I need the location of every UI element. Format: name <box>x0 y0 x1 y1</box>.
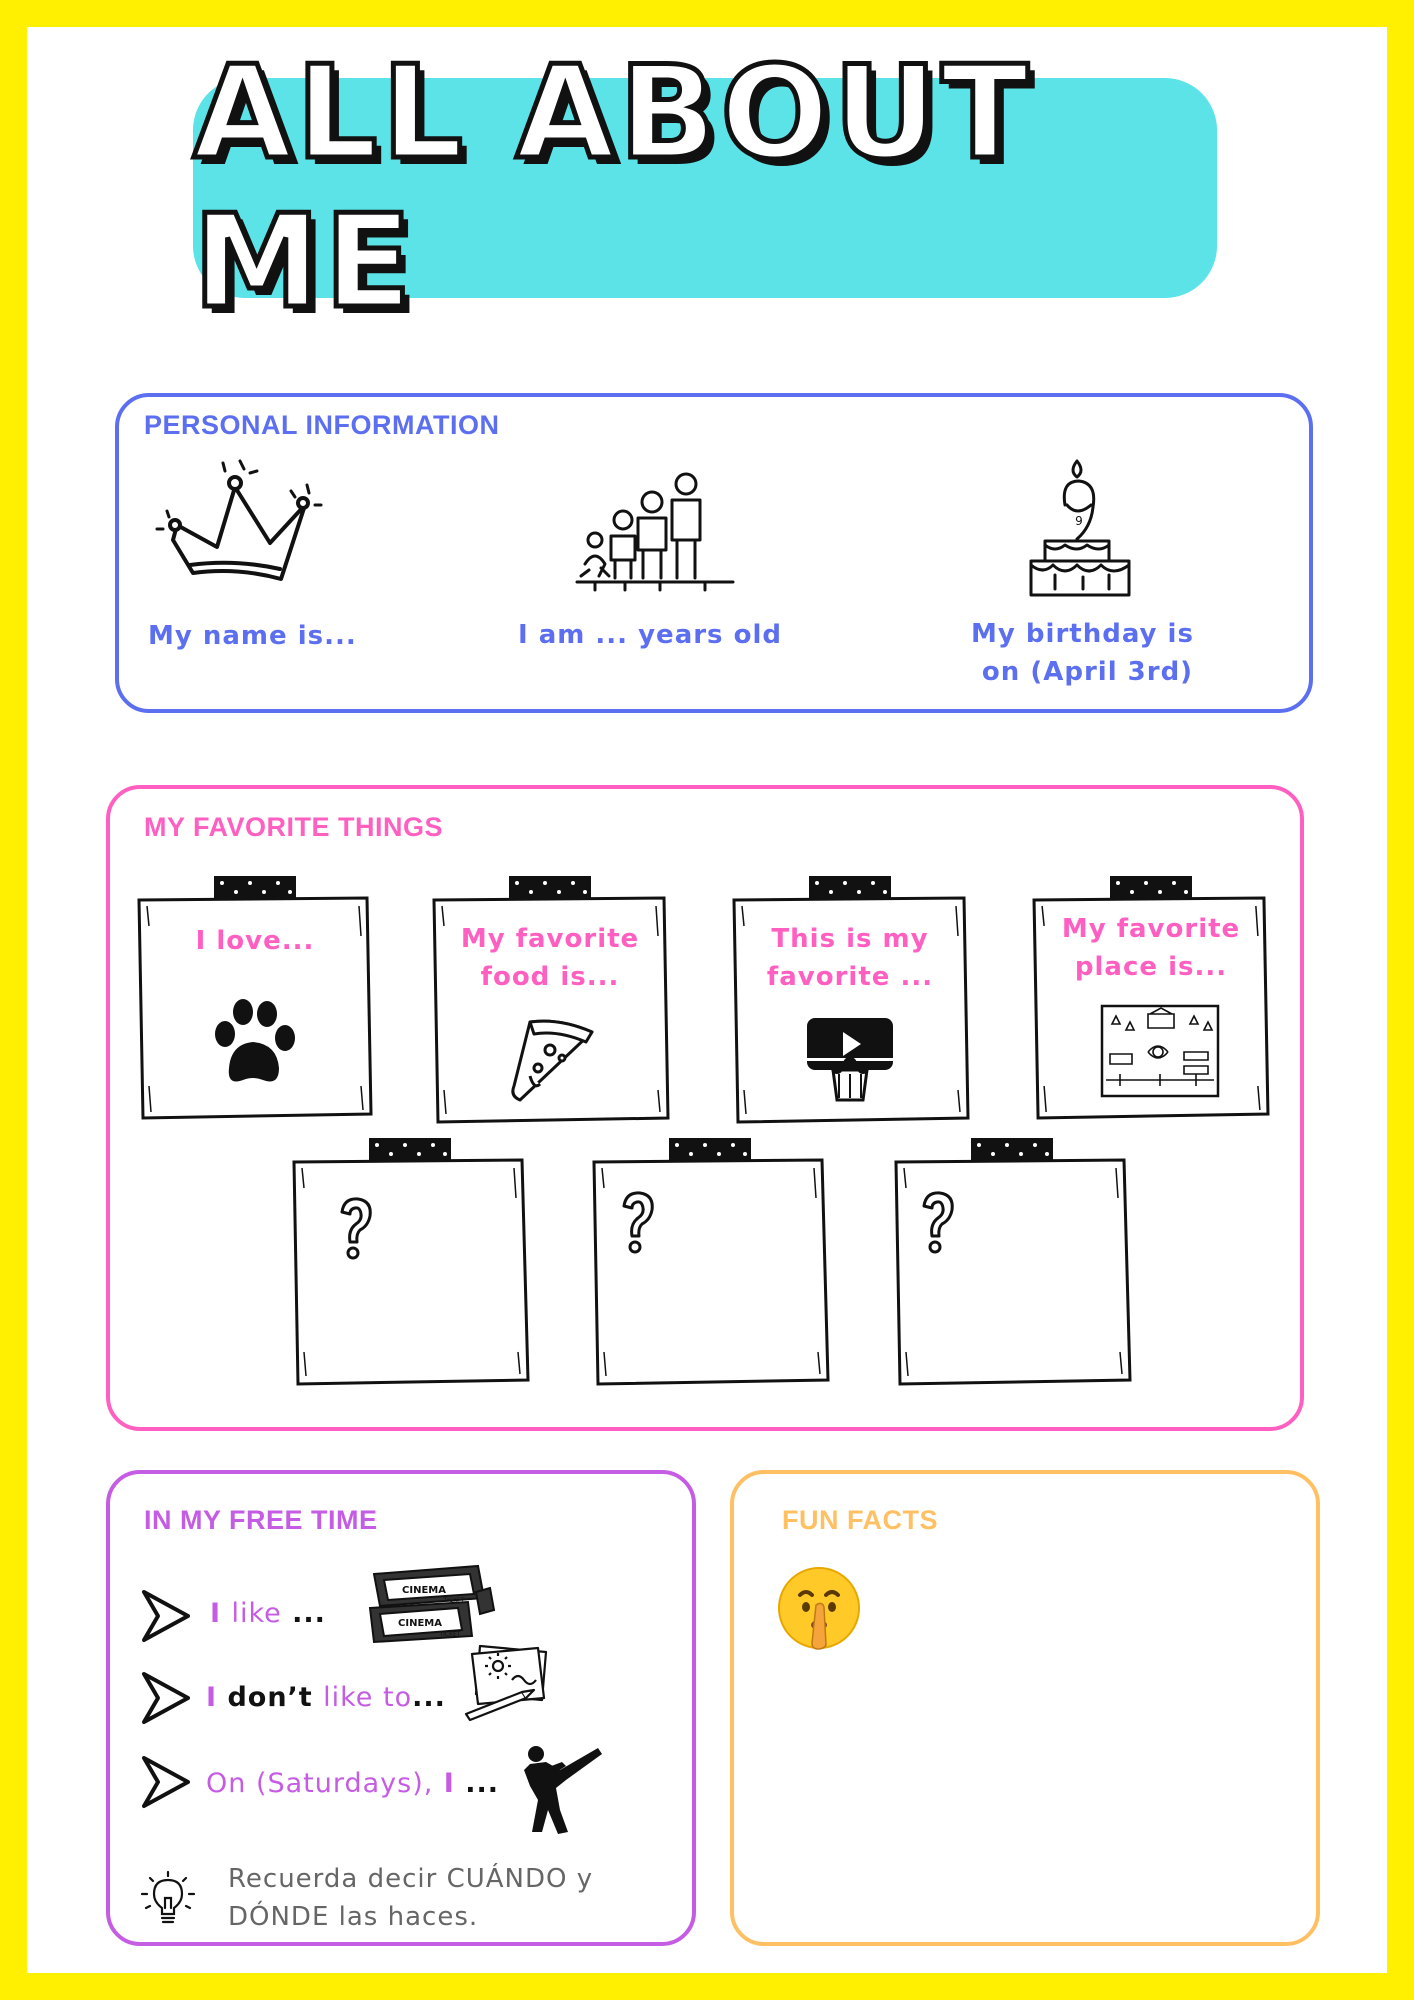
free-time-row-2 <box>206 1682 446 1713</box>
ticket-text-1: CINEMA <box>402 1585 446 1596</box>
cake-number-text: 9 <box>1075 514 1083 528</box>
washi-tape <box>214 876 296 900</box>
lightbulb-icon <box>138 1868 198 1928</box>
note-card-blank-2 <box>590 1138 830 1388</box>
tip-line-1: Recuerda decir CUÁNDO y <box>228 1864 594 1894</box>
pizza-icon <box>500 1016 600 1106</box>
karate-kick-icon <box>516 1740 606 1836</box>
page-title: ALL ABOUT ME <box>193 39 1033 337</box>
tip-line-2: DÓNDE las haces. <box>228 1902 479 1932</box>
note-text-line1: This is my <box>771 924 929 954</box>
washi-tape <box>509 876 591 900</box>
row1-ellipsis: ... <box>292 1598 326 1629</box>
row3-word-on-saturdays: On (Saturdays), <box>206 1768 434 1799</box>
row1-word-like: like <box>231 1598 282 1629</box>
fun-facts-section <box>730 1470 1320 1946</box>
shushing-face-emoji-icon <box>776 1565 862 1651</box>
note-text-line1: My favorite <box>1061 914 1241 944</box>
title-banner <box>193 39 1217 337</box>
note-card-food <box>430 876 670 1126</box>
row3-word-i: I <box>443 1768 455 1799</box>
cinema-tickets-icon <box>366 1562 496 1648</box>
fun-facts-heading: FUN FACTS <box>782 1505 938 1535</box>
note-paper <box>892 1148 1132 1388</box>
row1-word-i: I <box>210 1598 222 1629</box>
question-mark-icon <box>336 1196 376 1262</box>
note-text-line2: food is... <box>480 962 620 992</box>
question-mark-icon <box>918 1190 958 1256</box>
arrow-bullet-icon <box>140 1588 192 1644</box>
question-mark-icon <box>618 1190 658 1256</box>
note-card-place <box>1030 876 1272 1121</box>
note-text-line1: I love... <box>195 926 315 956</box>
drawing-paper-pencil-icon <box>462 1640 562 1722</box>
crown-icon <box>145 455 325 595</box>
washi-tape <box>669 1138 751 1162</box>
free-time-row-1 <box>210 1598 326 1629</box>
note-card-love <box>135 876 375 1121</box>
age-label: I am ... years old <box>518 620 782 650</box>
note-paper <box>290 1148 530 1388</box>
arrow-bullet-icon <box>140 1670 192 1726</box>
row2-word-dont: don’t <box>227 1682 313 1713</box>
note-card-favorite <box>730 876 970 1126</box>
row3-ellipsis: ... <box>465 1768 499 1799</box>
birthday-label-line2: on (April 3rd) <box>981 657 1194 687</box>
note-text-line2: favorite ... <box>766 962 934 992</box>
birthday-label-line1: My birthday is <box>971 619 1194 649</box>
ticket-subtext-1: TICKET <box>443 1597 465 1604</box>
personal-information-heading: PERSONAL INFORMATION <box>144 410 500 440</box>
paw-icon <box>205 996 300 1091</box>
note-card-blank-3 <box>892 1138 1132 1388</box>
row2-word-like-to: like to <box>323 1682 413 1713</box>
movie-screen-popcorn-icon <box>805 1014 895 1102</box>
arrow-bullet-icon <box>140 1754 192 1810</box>
row2-ellipsis: ... <box>412 1682 446 1713</box>
note-paper <box>590 1148 830 1388</box>
favorite-things-heading: MY FAVORITE THINGS <box>144 812 444 842</box>
washi-tape <box>809 876 891 900</box>
ticket-subtext-2: TICKET <box>439 1631 461 1638</box>
note-card-blank-1 <box>290 1138 530 1388</box>
washi-tape <box>369 1138 451 1162</box>
washi-tape <box>971 1138 1053 1162</box>
washi-tape <box>1110 876 1192 900</box>
name-label: My name is... <box>148 621 357 651</box>
free-time-row-3 <box>206 1768 499 1799</box>
free-time-heading: IN MY FREE TIME <box>144 1505 378 1535</box>
growth-stages-icon <box>575 472 735 597</box>
town-map-icon <box>1100 1004 1220 1098</box>
birthday-cake-icon <box>1025 455 1135 605</box>
ticket-text-2: CINEMA <box>398 1618 442 1629</box>
note-text-line2: place is... <box>1074 952 1228 982</box>
note-text-line1: My favorite <box>460 924 640 954</box>
row2-word-i: I <box>206 1682 218 1713</box>
